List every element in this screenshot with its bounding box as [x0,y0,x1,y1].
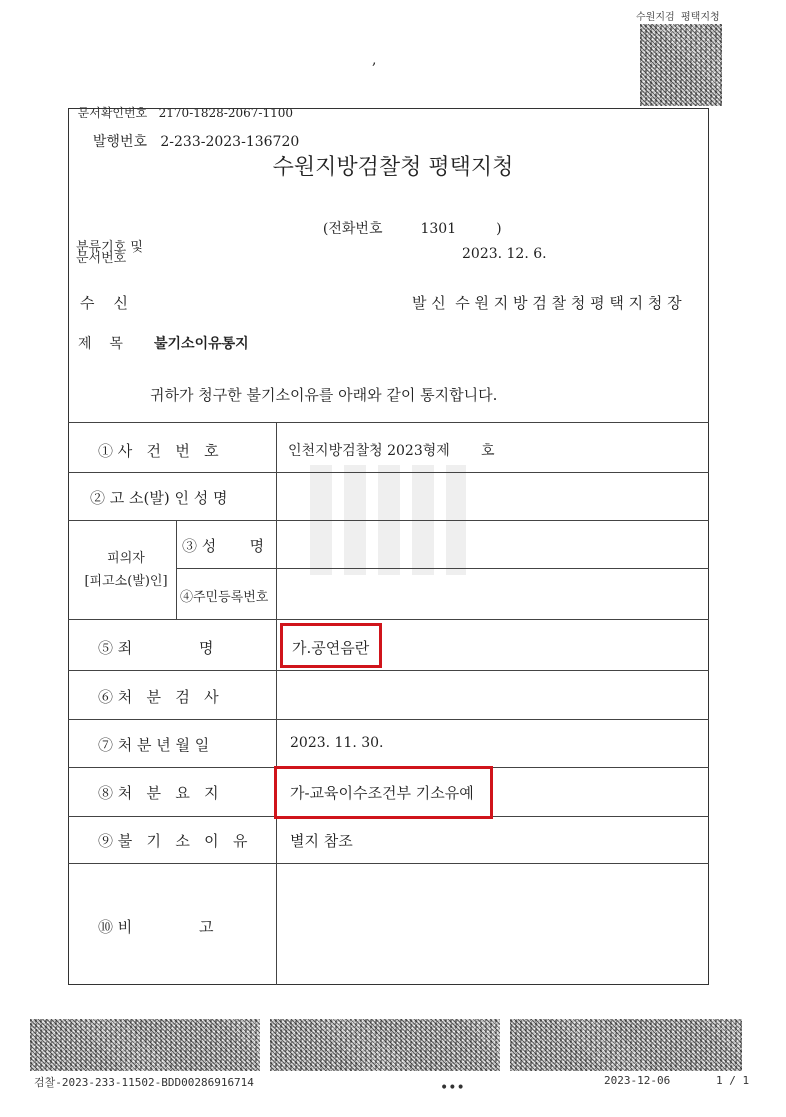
phone-close: ) [496,221,502,237]
disposition-summary-value: 가-교육이수조건부 기소유예 [290,784,474,802]
row-line [68,619,709,620]
classification-label [76,242,143,264]
subject-label: 제 목 [78,336,123,352]
footer-barcode-1 [30,1019,260,1071]
top-barcode [640,24,722,106]
remarks-label: ⑩ 비 고 [98,918,214,936]
row-line [68,520,709,521]
non-indictment-reason-value: 별지 참조 [290,832,353,850]
footer-barcode-3 [510,1019,742,1071]
non-indictment-reason-label: ⑨ 불 기 소 이 유 [98,832,248,850]
doc-check-label: 문서확인번호 [77,106,148,120]
scan-mark: , [372,52,377,68]
column-divider [176,520,177,619]
crime-value: 가.공연음란 [292,639,370,657]
phone-label: (전화번호 [322,221,383,237]
footer-barcode-2 [270,1019,500,1071]
classification-line2: 문서번호 [76,251,127,266]
issue-number: 2-233-2023-136720 [160,134,300,150]
case-number-value: 인천지방검찰청 2023형제 호 [288,443,495,459]
disposition-date-value: 2023. 11. 30. [290,735,384,751]
subject: 불기소이유통지 [154,336,249,352]
stamp-label: 수원지검 평택지청 [636,12,720,23]
footer-doc-id: 검찰-2023-233-11502-BDD00286916714 [34,1076,254,1089]
crime-label: ⑤ 죄 명 [98,639,214,657]
suspect-group-line1: 피의자 [107,551,145,566]
suspect-group-line2: [피고소(발)인] [84,574,168,589]
doc-check-number: 2170-1828-2067-1100 [158,106,293,120]
issue-label: 발행번호 [92,134,148,150]
intro-text: 귀하가 청구한 불기소이유를 아래와 같이 통지합니다. [150,386,498,404]
phone-ext: 1301 [420,221,457,237]
row-line [68,472,709,473]
sender: 발 신 수 원 지 방 검 찰 청 평 택 지 청 장 [412,294,682,312]
crime-highlight-box [280,623,382,668]
footer-dots: ••• [440,1080,465,1096]
column-divider [276,422,277,985]
row-line [68,719,709,720]
disposition-summary-label: ⑧ 처 분 요 지 [98,784,219,802]
footer-date: 2023-12-06 [604,1074,671,1087]
suspect-name-label: ③ 성 명 [182,537,265,555]
footer-page: 1 / 1 [716,1074,750,1087]
row-line [176,568,709,569]
disposition-date-label: ⑦ 처 분 년 월 일 [98,736,210,754]
row-line [68,863,709,864]
table-top-line [68,422,709,423]
classification-line1: 분류기호 및 [76,240,143,255]
issue-line [84,115,299,151]
recipient-label: 수 신 [80,294,129,312]
office-title: 수원지방검찰청 평택지청 [272,155,514,180]
issue-date: 2023. 12. 6. [462,246,547,262]
suspect-rrn-label: ④주민등록번호 [180,590,269,605]
case-number-label: ① 사 건 번 호 [98,442,219,460]
complainant-label: ② 고 소(발) 인 성 명 [90,489,228,507]
summary-highlight-box [274,766,493,819]
row-line [68,670,709,671]
suspect-group-label [80,547,172,593]
prosecutor-label: ⑥ 처 분 검 사 [98,688,219,706]
phone-line [314,202,502,238]
